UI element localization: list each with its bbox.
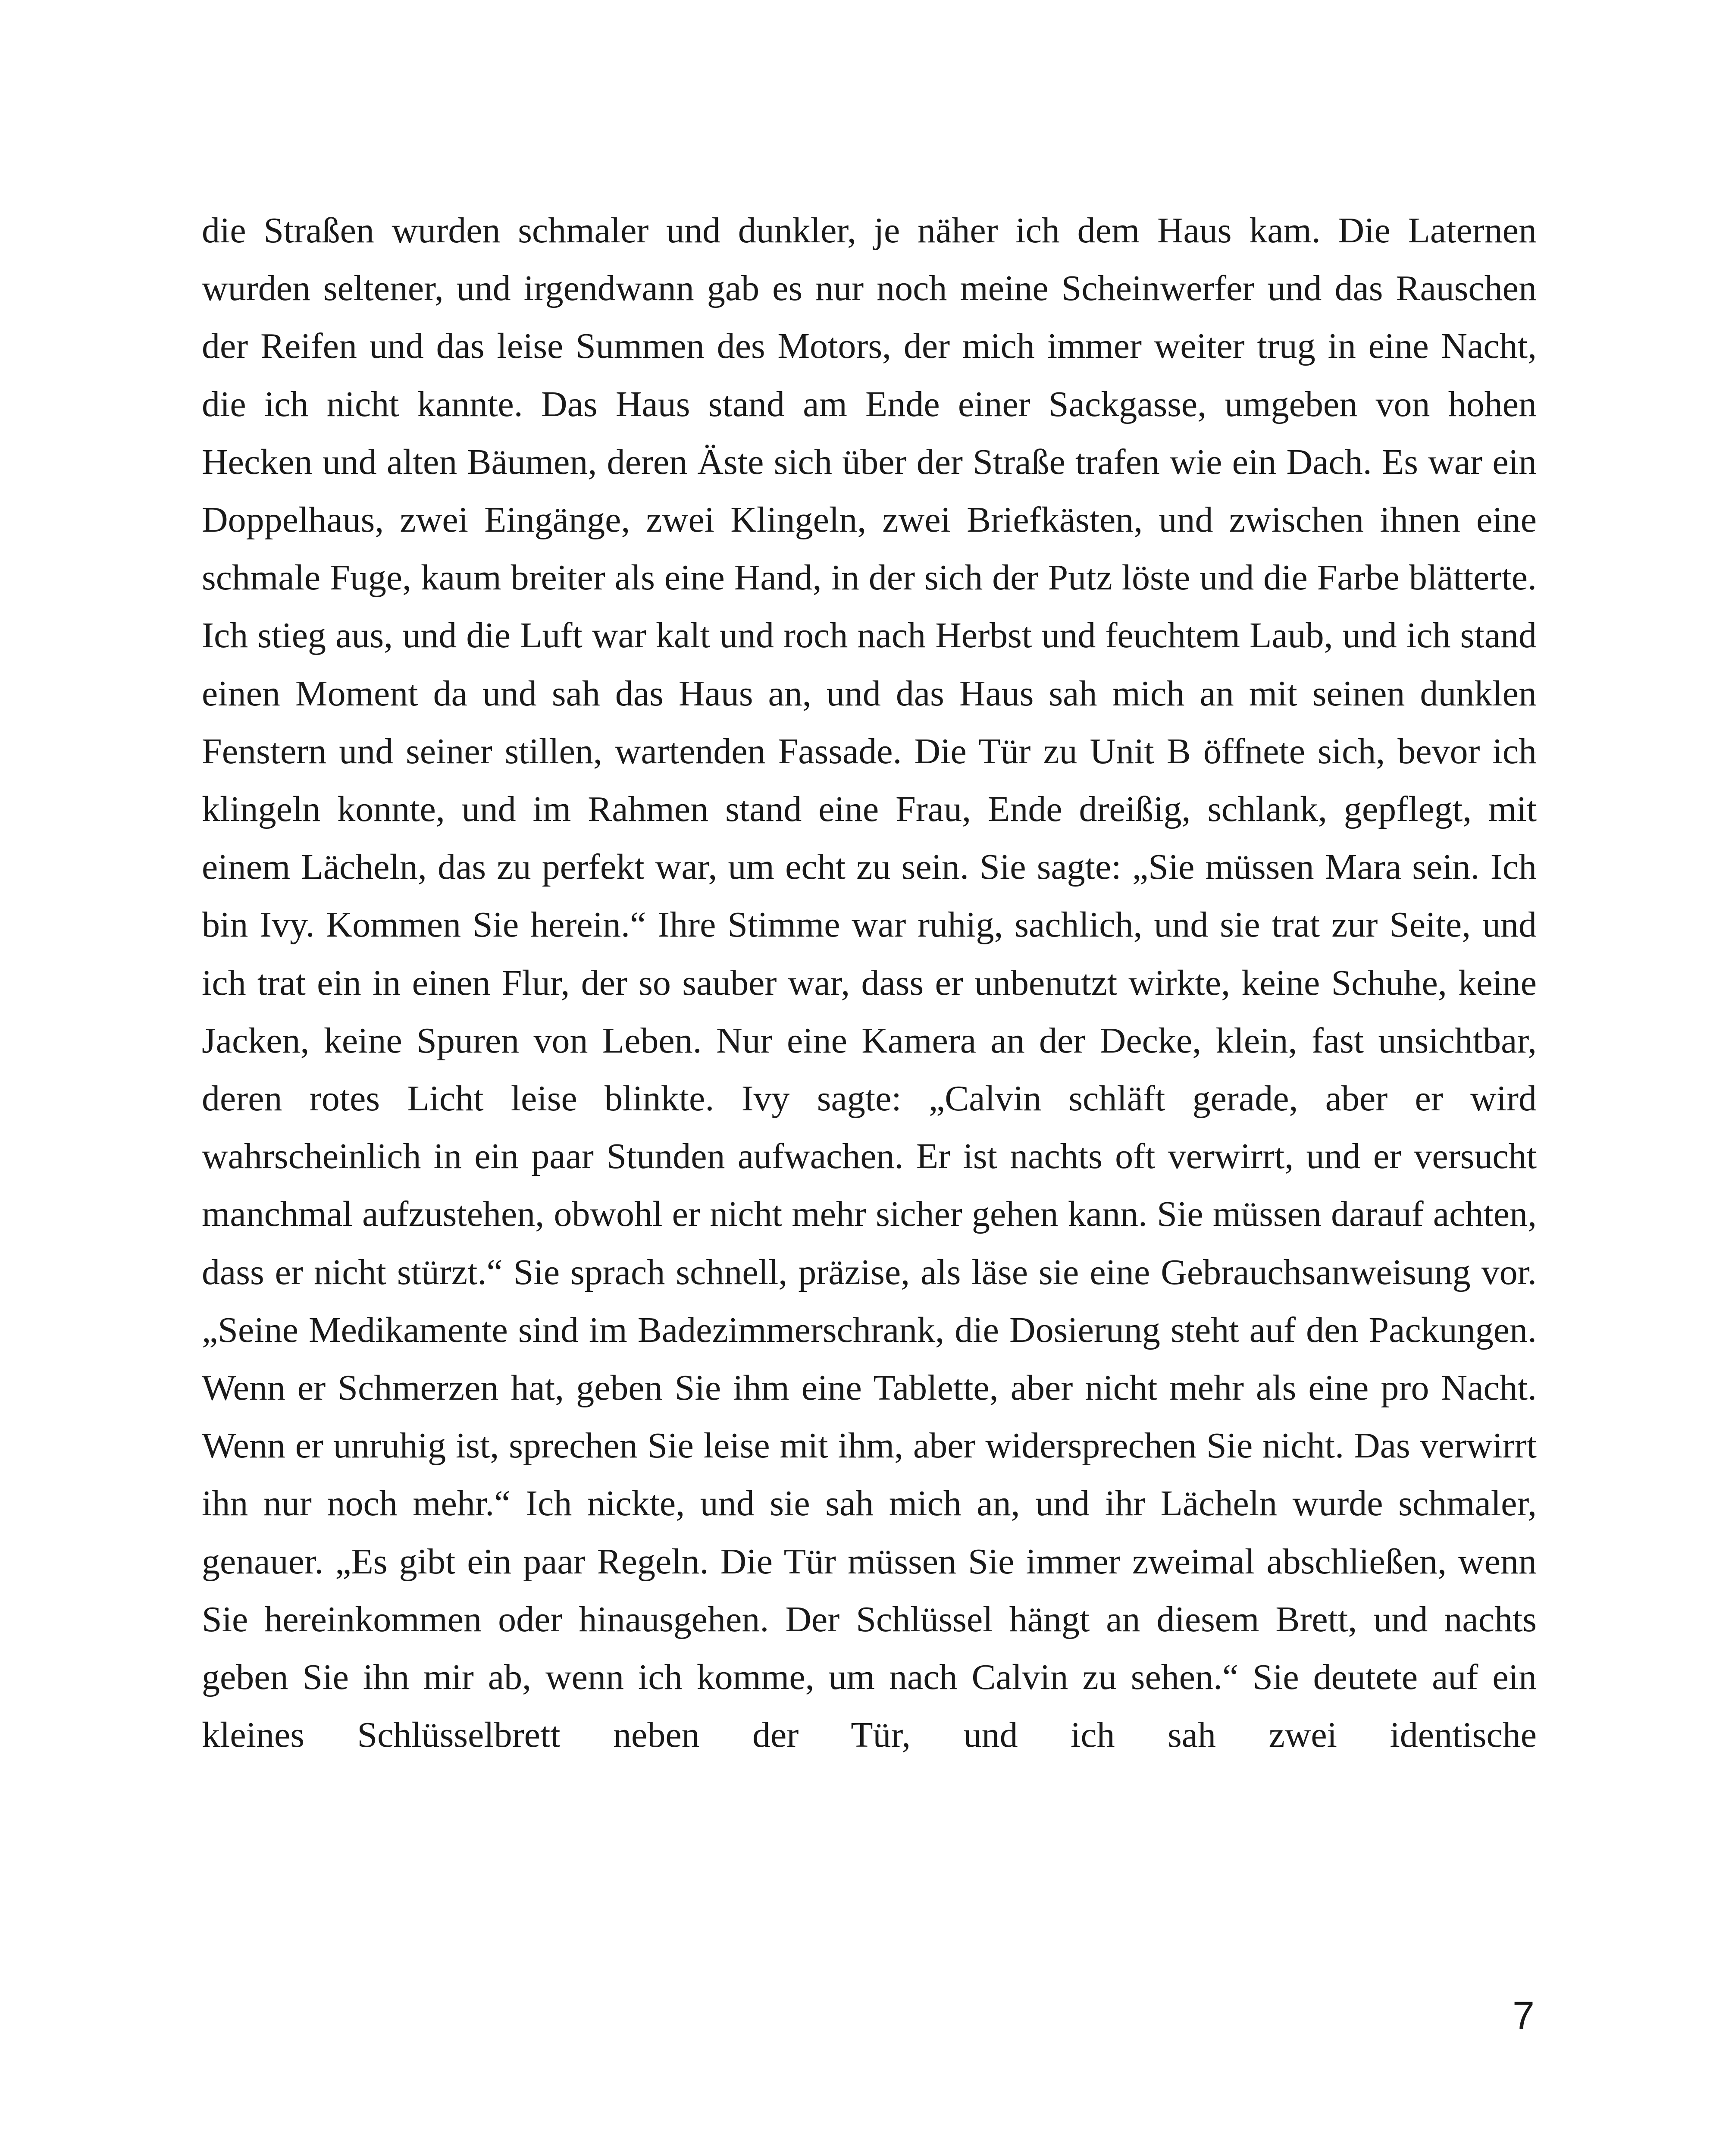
body-paragraph: die Straßen wurden schmaler und dunkler, je näher ich dem Haus kam. Die Laternen wurden seltener, und irgendwann gab es nur noch meine Scheinwerfer und das Rauschen der Reifen und das leise Summen des Motors, der mich immer weiter trug in eine Nacht, die ich nicht kannte. Das Haus stand am Ende einer Sackgasse, umgeben von hohen Hecken und alten Bäumen, deren Äste sich über der Straße trafen wie ein Dach. Es war ein Doppelhaus, zwei Eingänge, zwei Klingeln, zwei Briefkästen, und zwischen ihnen eine schmale Fuge, kaum breiter als eine Hand, in der sich der Putz löste und die Farbe blätterte. Ich stieg aus, und die Luft war kalt und roch nach Herbst und feuchtem Laub, und ich stand einen Moment da und sah das Haus an, und das Haus sah mich an mit seinen dunklen Fenstern und seiner stillen, wartenden Fassade. Die Tür zu Unit B öffnete sich, bevor ich klingeln konnte, und im Rahmen stand eine Frau, Ende dreißig, schlank, gepflegt, mit einem Lächeln, das zu perfekt war, um echt zu sein. Sie sagte: „Sie müssen Mara sein. Ich bin Ivy. Kommen Sie herein.“ Ihre Stimme war ruhig, sachlich, und sie trat zur Seite, und ich trat ein in einen Flur, der so sauber war, dass er unbenutzt wirkte, keine Schuhe, keine Jacken, keine Spuren von Leben. Nur eine Kamera an der Decke, klein, fast unsichtbar, deren rotes Licht leise blinkte. Ivy sagte: „Calvin schläft gerade, aber er wird wahrscheinlich in ein paar Stunden aufwachen. Er ist nachts oft verwirrt, und er versucht manchmal aufzustehen, obwohl er nicht mehr sicher gehen kann. Sie müssen darauf achten, dass er nicht stürzt.“ Sie sprach schnell, präzise, als läse sie eine Gebrauchsanweisung vor. „Seine Medikamente sind im Badezimmerschrank, die Dosierung steht auf den Packungen. Wenn er Schmerzen hat, geben Sie ihm eine Tablette, aber nicht mehr als eine pro Nacht. Wenn er unruhig ist, sprechen Sie leise mit ihm, aber widersprechen Sie nicht. Das verwirrt ihn nur noch mehr.“ Ich nickte, und sie sah mich an, und ihr Lächeln wurde schmaler, genauer. „Es gibt ein paar Regeln. Die Tür müssen Sie immer zweimal abschließen, wenn Sie hereinkommen oder hinausgehen. Der Schlüssel hängt an diesem Brett, und nachts geben Sie ihn mir ab, wenn ich komme, um nach Calvin zu sehen.“ Sie deutete auf ein kleines Schlüsselbrett neben der Tür, und ich sah zwei identische bbox=[202, 210, 1537, 1755]
page-number: 7 bbox=[1512, 1994, 1535, 2038]
